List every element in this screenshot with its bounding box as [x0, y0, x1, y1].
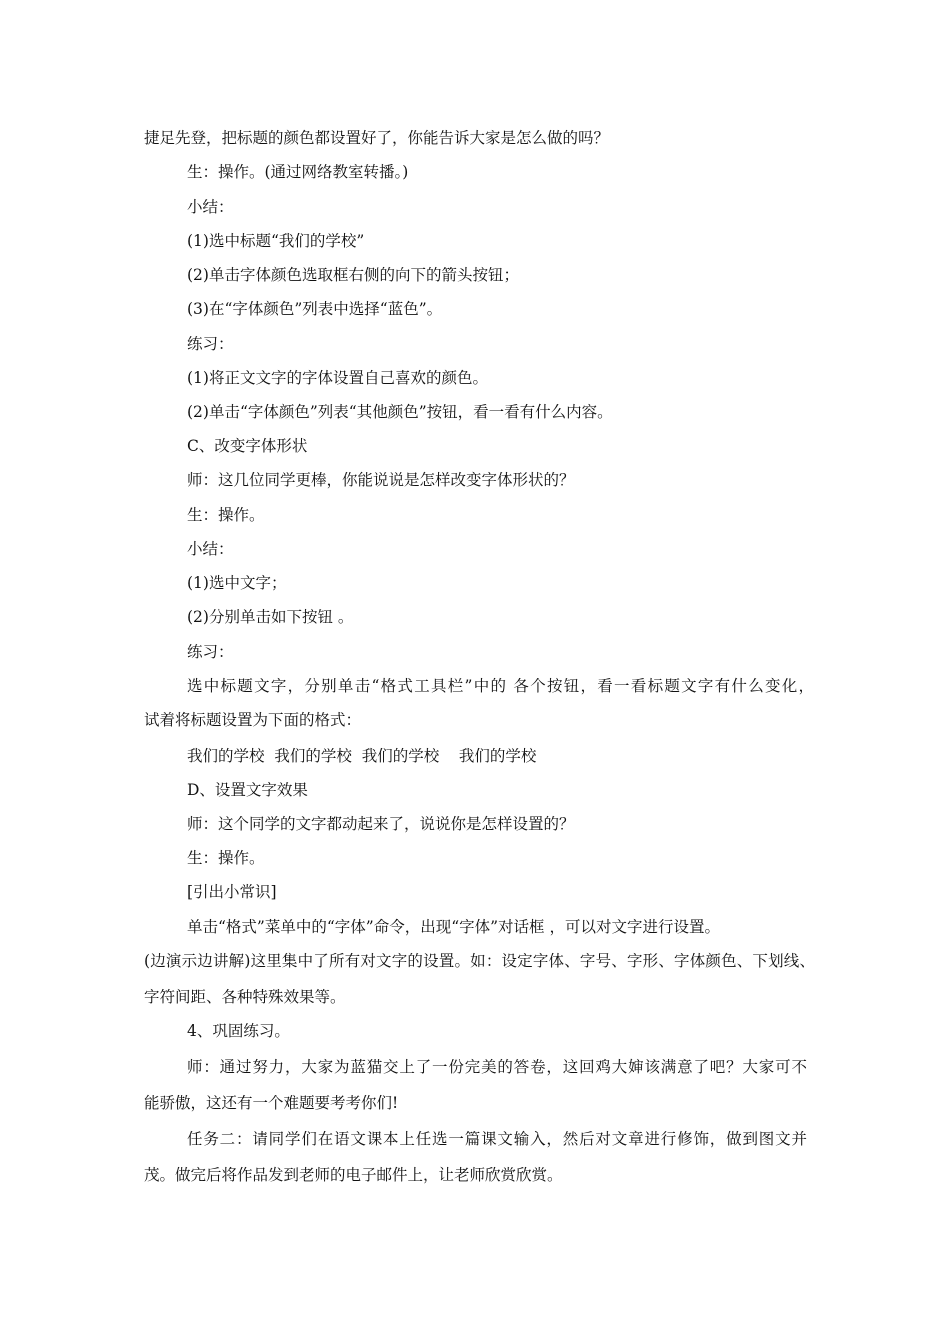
section-heading: C、改变字体形状: [187, 437, 308, 455]
title-format-examples: 我们的学校 我们的学校 我们的学校 我们的学校: [187, 747, 537, 765]
list-item: (1)选中文字；: [187, 574, 287, 592]
paragraph-line: 生：操作。: [187, 506, 265, 524]
section-heading: 4、巩固练习。: [187, 1022, 290, 1040]
section-label: 小结：: [187, 540, 234, 558]
list-item: (1)将正文文字的字体设置自己喜欢的颜色。: [187, 369, 488, 387]
paragraph-line: 字符间距、各种特殊效果等。: [144, 988, 346, 1006]
paragraph-line: 选中标题文字，分别单击“格式工具栏”中的 各个按钮，看一看标题文字有什么变化，: [187, 677, 814, 695]
paragraph-line: 师：这个同学的文字都动起来了，说说你是怎样设置的？: [187, 815, 575, 833]
list-item: (2)单击字体颜色选取框右侧的向下的箭头按钮；: [187, 266, 519, 284]
paragraph-line: 生：操作。(通过网络教室转播。): [187, 163, 409, 181]
paragraph-line: 生：操作。: [187, 849, 265, 867]
list-item: (2)分别单击如下按钮 。: [187, 608, 354, 626]
section-label: 练习：: [187, 335, 234, 353]
section-heading: D、设置文字效果: [187, 781, 308, 799]
section-label: 练习：: [187, 643, 234, 661]
paragraph-line: 能骄傲，这还有一个难题要考考你们!: [144, 1094, 399, 1112]
paragraph-line: 师：这几位同学更棒，你能说说是怎样改变字体形状的？: [187, 471, 575, 489]
list-item: (3)在“字体颜色”列表中选择“蓝色”。: [187, 300, 443, 318]
paragraph-line: 师：通过努力，大家为蓝猫交上了一份完美的答卷，这回鸡大婶该满意了吧？大家可不: [187, 1058, 807, 1076]
paragraph-line: 茂。做完后将作品发到老师的电子邮件上，让老师欣赏欣赏。: [144, 1166, 563, 1184]
paragraph-line: 任务二：请同学们在语文课本上任选一篇课文输入，然后对文章进行修饰，做到图文并: [187, 1130, 807, 1148]
paragraph-line: (边演示边讲解)这里集中了所有对文字的设置。如：设定字体、字号、字形、字体颜色、下划线、: [144, 952, 815, 970]
section-label: 小结：: [187, 198, 234, 216]
paragraph-line: 试着将标题设置为下面的格式：: [144, 711, 362, 729]
list-item: (2)单击“字体颜色”列表“其他颜色”按钮，看一看有什么内容。: [187, 403, 613, 421]
section-label: [引出小常识]: [187, 883, 277, 901]
paragraph-line: 捷足先登，把标题的颜色都设置好了，你能告诉大家是怎么做的吗？: [144, 129, 610, 147]
paragraph-line: 单击“格式”菜单中的“字体”命令，出现“字体”对话框 ，可以对文字进行设置。: [187, 918, 720, 936]
list-item: (1)选中标题“我们的学校”: [187, 232, 365, 250]
